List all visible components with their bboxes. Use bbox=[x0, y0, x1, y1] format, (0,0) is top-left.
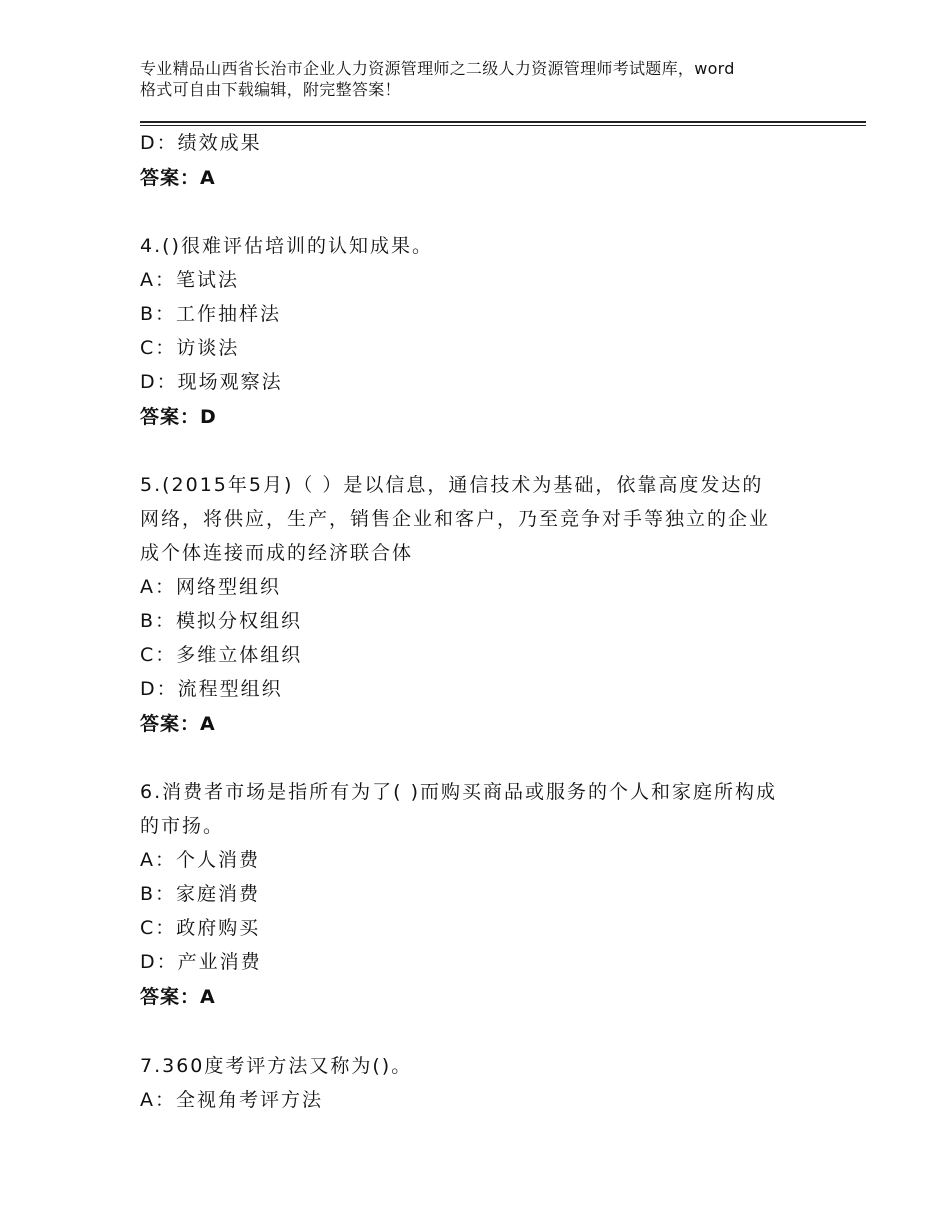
q3-option-d: D：绩效成果 bbox=[140, 132, 262, 154]
header-divider-thick bbox=[140, 121, 866, 123]
q6-option-c: C：政府购买 bbox=[140, 917, 261, 939]
q5-option-c: C：多维立体组织 bbox=[140, 644, 303, 666]
q4-stem: 4.()很难评估培训的认知成果。 bbox=[140, 235, 433, 257]
q5-answer: 答案：A bbox=[140, 713, 216, 735]
document-header bbox=[140, 58, 840, 100]
q6-stem-line-2: 的市扬。 bbox=[140, 815, 225, 837]
q6-option-b: B：家庭消费 bbox=[140, 883, 261, 905]
q7-option-a: A：全视角考评方法 bbox=[140, 1089, 323, 1111]
q6-option-a: A：个人消费 bbox=[140, 849, 260, 871]
q5-stem-line-1: 5.(2015年5月)（ ）是以信息，通信技术为基础，依靠高度发达的 bbox=[140, 474, 764, 496]
q6-answer: 答案：A bbox=[140, 986, 216, 1008]
q5-option-b: B：模拟分权组织 bbox=[140, 610, 303, 632]
q3-answer: 答案：A bbox=[140, 167, 216, 189]
q4-option-d: D：现场观察法 bbox=[140, 371, 283, 393]
q4-option-b: B：工作抽样法 bbox=[140, 303, 282, 325]
q6-stem-line-1: 6.消费者市场是指所有为了( )而购买商品或服务的个人和家庭所构成 bbox=[140, 781, 777, 803]
q5-option-d: D：流程型组织 bbox=[140, 678, 283, 700]
header-divider-thin bbox=[140, 125, 866, 126]
header-line-1: 专业精品山西省长治市企业人力资源管理师之二级人力资源管理师考试题库，word bbox=[140, 59, 735, 78]
q5-option-a: A：网络型组织 bbox=[140, 576, 281, 598]
q4-option-c: C：访谈法 bbox=[140, 337, 240, 359]
q7-stem: 7.360度考评方法又称为()。 bbox=[140, 1055, 413, 1077]
q6-option-d: D：产业消费 bbox=[140, 951, 262, 973]
q4-answer: 答案：D bbox=[140, 406, 217, 428]
q5-stem-line-3: 成个体连接而成的经济联合体 bbox=[140, 542, 414, 564]
header-line-2: 格式可自由下载编辑，附完整答案！ bbox=[140, 80, 401, 99]
q4-option-a: A：笔试法 bbox=[140, 269, 239, 291]
q5-stem-line-2: 网络，将供应，生产，销售企业和客户，乃至竞争对手等独立的企业 bbox=[140, 508, 771, 530]
